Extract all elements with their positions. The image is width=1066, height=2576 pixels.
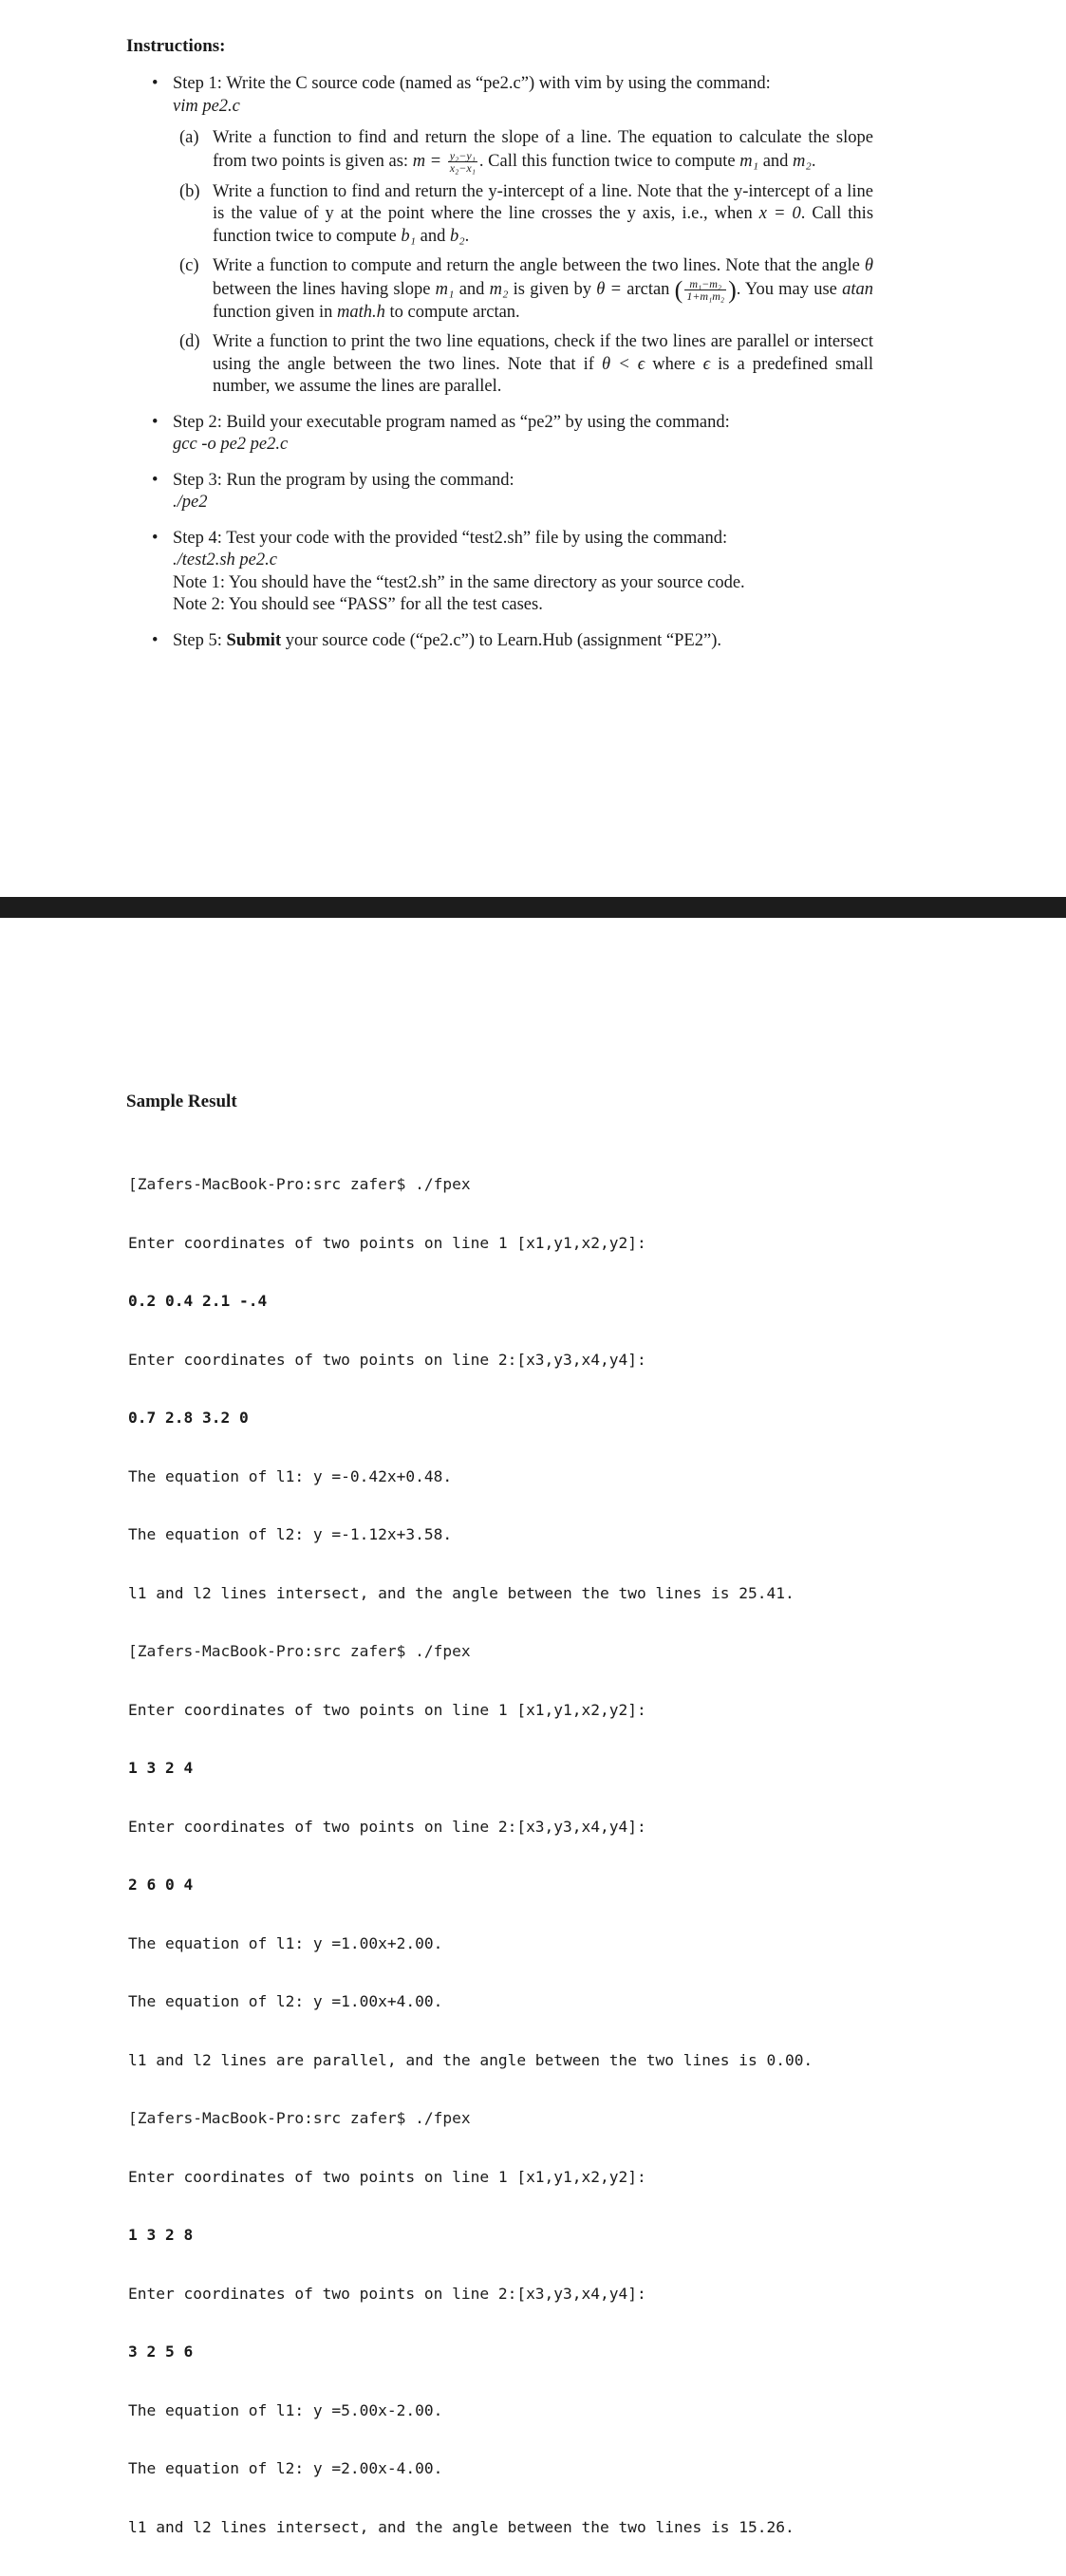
atan-function: atan xyxy=(842,279,874,299)
terminal-line: Enter coordinates of two points on line 1 [x1,y1,x2,y2]: xyxy=(128,1233,646,1252)
substep-a-text-a: Write a function to find and return the slope of a line. The equation to calculate the slope from two points is given as: xyxy=(213,128,873,171)
sample-result-title: Sample Result xyxy=(126,1092,237,1111)
terminal-line: The equation of l1: y =-0.42x+0.48. xyxy=(128,1466,453,1485)
step-3-text: Step 3: Run the program by using the command: xyxy=(173,470,514,490)
terminal-line: Enter coordinates of two points on line 1 [x1,y1,x2,y2]: xyxy=(128,1700,646,1719)
substep-d-label: (d) xyxy=(179,332,200,351)
angle-fraction xyxy=(684,278,726,302)
terminal-output xyxy=(128,1136,1039,2576)
substep-c-and: and xyxy=(458,279,485,299)
substep-d-text-a: Write a function to print the two line equations, check if the two lines are parallel or intersect using the angle between the two lines. Note that if xyxy=(213,332,873,374)
arctan-label: arctan xyxy=(627,279,670,299)
substep-c-label: (c) xyxy=(179,256,199,275)
substep-d xyxy=(173,331,873,399)
substep-a-label: (a) xyxy=(179,128,199,147)
step-2 xyxy=(152,412,873,457)
substep-c xyxy=(173,255,873,324)
page-divider xyxy=(0,897,1066,918)
b1-symbol: b₁ xyxy=(401,226,416,246)
substep-c-text-e: function given in xyxy=(213,302,333,322)
substep-b-text-b: . Call this function twice to compute xyxy=(213,204,874,246)
step-1 xyxy=(152,73,873,399)
angle-fraction-numerator: m₁−m₂ xyxy=(684,278,726,290)
terminal-line: 1 3 2 8 xyxy=(128,2226,194,2244)
substep-a xyxy=(173,127,873,174)
terminal-line: l1 and l2 lines intersect, and the angle between the two lines is 15.26. xyxy=(128,2517,795,2536)
terminal-line: Enter coordinates of two points on line 2:[x3,y3,x4,y4]: xyxy=(128,2284,646,2303)
step-4-note-1: Note 1: You should have the “test2.sh” in the same directory as your source code. xyxy=(173,572,745,592)
terminal-line: 0.2 0.4 2.1 -.4 xyxy=(128,1292,268,1310)
step-5-submit: Submit xyxy=(226,630,282,650)
terminal-line: The equation of l1: y =5.00x-2.00. xyxy=(128,2400,443,2419)
sample-result-page xyxy=(0,918,1066,2536)
bullet-icon: • xyxy=(152,528,159,548)
steps-list xyxy=(152,73,873,665)
substep-c-text-b: between the lines having slope xyxy=(213,279,431,299)
substep-b xyxy=(173,181,873,249)
terminal-line: Enter coordinates of two points on line 1 [x1,y1,x2,y2]: xyxy=(128,2167,646,2186)
epsilon-symbol: ϵ xyxy=(702,354,711,374)
slope-fraction xyxy=(448,150,477,174)
terminal-line: l1 and l2 lines intersect, and the angle between the two lines is 25.41. xyxy=(128,1583,795,1602)
step-5-prefix: Step 5: xyxy=(173,630,222,650)
step-1-command: vim pe2.c xyxy=(173,96,240,116)
terminal-line: [Zafers-MacBook-Pro:src zafer$ ./fpex xyxy=(128,2109,471,2127)
terminal-line: The equation of l2: y =-1.12x+3.58. xyxy=(128,1525,453,1543)
substep-c-text-c: is given by xyxy=(513,279,592,299)
bullet-icon: • xyxy=(152,630,159,650)
substep-d-text-c: is a predefined small number, we assume the lines are parallel. xyxy=(213,354,874,396)
terminal-line: 2 6 0 4 xyxy=(128,1876,194,1894)
slope-equation-lhs: m = xyxy=(412,151,442,171)
m1-symbol: m₁ xyxy=(435,279,455,299)
terminal-line: 3 2 5 6 xyxy=(128,2343,194,2361)
step-3 xyxy=(152,470,873,514)
bullet-icon: • xyxy=(152,470,159,490)
instructions-title: Instructions: xyxy=(126,36,226,56)
step-2-command: gcc -o pe2 pe2.c xyxy=(173,435,289,454)
step-4 xyxy=(152,528,873,617)
theta-symbol: θ xyxy=(864,256,874,275)
substep-b-and: and xyxy=(420,226,446,246)
terminal-line: 0.7 2.8 3.2 0 xyxy=(128,1409,249,1427)
terminal-line: 1 3 2 4 xyxy=(128,1759,194,1777)
b2-symbol: b₂ xyxy=(449,226,465,246)
step-3-command: ./pe2 xyxy=(173,493,208,512)
left-paren: ( xyxy=(674,275,683,304)
slope-fraction-numerator: y₂−y₁ xyxy=(449,148,476,162)
terminal-line: [Zafers-MacBook-Pro:src zafer$ ./fpex xyxy=(128,1642,471,1660)
bullet-icon: • xyxy=(152,412,159,432)
substep-c-text-a: Write a function to compute and return the angle between the two lines. Note that the angle xyxy=(213,256,860,275)
step-5-suffix: your source code (“pe2.c”) to Learn.Hub (assignment “PE2”). xyxy=(285,630,721,650)
terminal-line: The equation of l2: y =2.00x-4.00. xyxy=(128,2459,443,2477)
substep-c-text-d: . You may use xyxy=(736,279,837,299)
x-equals-zero: x = 0 xyxy=(758,204,801,223)
terminal-line: The equation of l1: y =1.00x+2.00. xyxy=(128,1933,443,1952)
math-h-header: math.h xyxy=(337,302,385,322)
parallel-condition: θ < ϵ xyxy=(602,354,645,374)
bullet-icon: • xyxy=(152,74,159,93)
step-4-note-2: Note 2: You should see “PASS” for all the test cases. xyxy=(173,595,543,614)
step-2-text: Step 2: Build your executable program named as “pe2” by using the command: xyxy=(173,412,730,432)
m2-symbol: m₂ xyxy=(489,279,509,299)
step-4-command: ./test2.sh pe2.c xyxy=(173,551,277,569)
step-1-text: Step 1: Write the C source code (named as “pe2.c”) with vim by using the command: xyxy=(173,74,771,93)
terminal-line: l1 and l2 lines are parallel, and the angle between the two lines is 0.00. xyxy=(128,2050,814,2069)
step-5 xyxy=(152,630,873,653)
step-1-substeps xyxy=(173,127,873,399)
theta-equation-lhs: θ = xyxy=(596,279,623,299)
substep-a-end: . xyxy=(811,151,816,171)
substep-a-text-b: . Call this function twice to compute xyxy=(478,151,736,171)
terminal-line: The equation of l2: y =1.00x+4.00. xyxy=(128,1992,443,2010)
substep-b-text-a: Write a function to find and return the y-intercept of a line. Note that the y-intercept of a line is the value of y at the point where the line crosses the y axis, i.e., when xyxy=(213,181,873,223)
slope-fraction-denominator: x₂−x₁ xyxy=(449,160,476,175)
substep-c-text-f: to compute arctan. xyxy=(389,302,520,322)
step-4-text: Step 4: Test your code with the provided “test2.sh” file by using the command: xyxy=(173,528,728,548)
substep-b-label: (b) xyxy=(179,181,200,201)
angle-fraction-denominator: 1+m₁m₂ xyxy=(686,289,725,303)
terminal-line: Enter coordinates of two points on line 2:[x3,y3,x4,y4]: xyxy=(128,1350,646,1369)
terminal-line: Enter coordinates of two points on line 2:[x3,y3,x4,y4]: xyxy=(128,1817,646,1836)
instructions-page xyxy=(0,0,1066,897)
right-paren: ) xyxy=(728,275,737,304)
terminal-line: [Zafers-MacBook-Pro:src zafer$ ./fpex xyxy=(128,1175,471,1193)
substep-a-and: and xyxy=(762,151,789,171)
substep-b-end: . xyxy=(464,226,470,246)
m1-symbol: m₁ xyxy=(739,151,759,171)
substep-d-text-b: where xyxy=(652,354,696,374)
m2-symbol: m₂ xyxy=(793,151,812,171)
